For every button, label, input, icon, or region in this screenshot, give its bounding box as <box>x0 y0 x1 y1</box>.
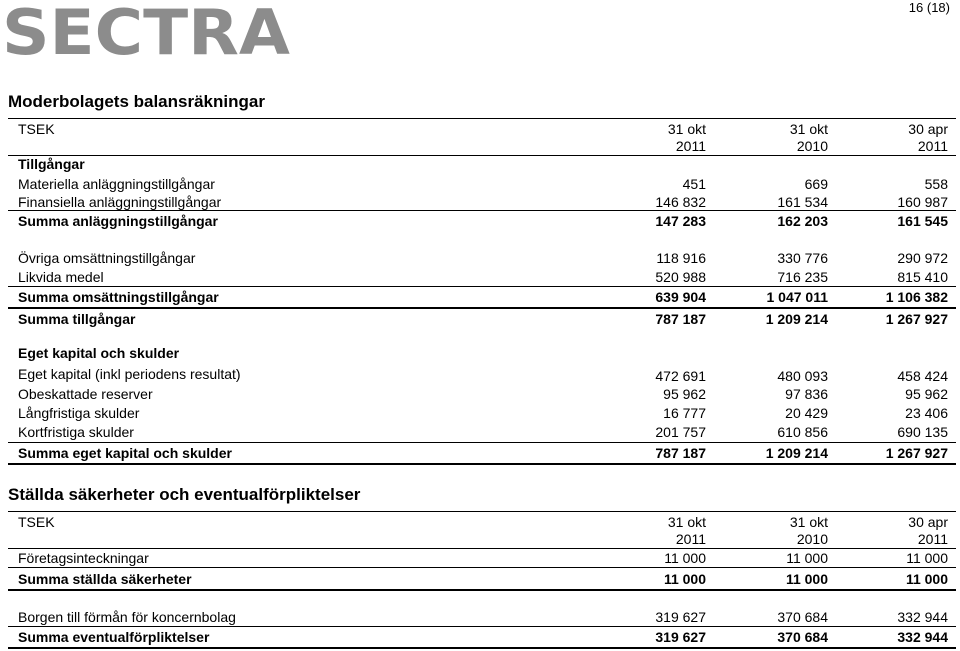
value-col3: 458 424 <box>897 368 948 384</box>
assets-heading <box>18 156 948 174</box>
row-label: Eget kapital (inkl periodens resultat) <box>18 366 241 382</box>
page-number: 16 (18) <box>908 0 950 15</box>
row-label: Summa ställda säkerheter <box>18 571 192 587</box>
value-col3: 1 267 927 <box>885 311 948 327</box>
row-label: Summa omsättningstillgångar <box>18 289 219 305</box>
value-col2: 330 776 <box>777 250 828 266</box>
value-col1: 11 000 <box>663 571 706 587</box>
table-row-total <box>18 311 948 329</box>
divider <box>8 511 956 512</box>
value-col2: 20 429 <box>785 405 828 421</box>
table-row <box>18 176 948 194</box>
value-col2: 11 000 <box>786 550 828 566</box>
value-col3: 290 972 <box>897 250 948 266</box>
value-col2: 97 836 <box>785 386 828 402</box>
col2-line2: 2010 <box>796 531 828 547</box>
col2-line1: 31 okt <box>789 514 828 530</box>
table-row <box>18 405 948 423</box>
value-col1: 787 187 <box>655 311 706 327</box>
row-label: Likvida medel <box>18 269 104 285</box>
value-col2: 1 209 214 <box>765 311 828 327</box>
divider <box>8 463 956 465</box>
table-row-total <box>18 213 948 231</box>
value-col1: 520 988 <box>655 269 706 285</box>
value-col2: 161 534 <box>777 194 828 210</box>
col3-line2: 2011 <box>917 531 948 547</box>
divider <box>8 286 956 287</box>
value-col1: 95 962 <box>663 386 706 402</box>
row-label: Summa eventualförpliktelser <box>18 629 210 645</box>
table-row <box>18 609 948 627</box>
value-col2: 480 093 <box>777 368 828 384</box>
col1-line2: 2011 <box>675 138 706 154</box>
equity-heading <box>18 345 948 363</box>
row-label: Summa eget kapital och skulder <box>18 445 232 461</box>
value-col1: 319 627 <box>655 609 706 625</box>
heading-label: Tillgångar <box>18 156 85 172</box>
divider <box>8 567 956 568</box>
value-col1: 146 832 <box>655 194 706 210</box>
value-col2: 370 684 <box>777 609 828 625</box>
value-col1: 639 904 <box>655 289 706 305</box>
value-col2: 162 203 <box>777 213 828 229</box>
col2-line2: 2010 <box>796 138 828 154</box>
row-label: Övriga omsättningstillgångar <box>18 250 196 266</box>
row-label: Finansiella anläggningstillgångar <box>18 194 222 210</box>
value-col3: 558 <box>924 176 948 192</box>
value-col1: 118 916 <box>656 250 706 266</box>
table-row <box>18 424 948 442</box>
value-col1: 472 691 <box>655 368 706 384</box>
value-col1: 147 283 <box>655 213 706 229</box>
balance-title: Moderbolagets balansräkningar <box>8 92 265 111</box>
value-col3: 11 000 <box>905 571 948 587</box>
divider <box>8 647 956 649</box>
value-col1: 787 187 <box>655 445 706 461</box>
value-col1: 11 000 <box>664 550 706 566</box>
value-col3: 332 944 <box>897 609 948 625</box>
col1-line1: 31 okt <box>667 514 706 530</box>
unit-label: TSEK <box>18 514 55 530</box>
value-col1: 451 <box>682 176 706 192</box>
row-label: Obeskattade reserver <box>18 386 153 402</box>
value-col3: 161 545 <box>897 213 948 229</box>
col1-line1: 31 okt <box>667 121 706 137</box>
table-row-total <box>18 289 948 307</box>
divider <box>8 210 956 211</box>
value-col2: 610 856 <box>777 424 828 440</box>
divider <box>8 118 956 119</box>
row-label: Långfristiga skulder <box>18 405 140 421</box>
divider <box>8 307 956 309</box>
value-col2: 11 000 <box>785 571 828 587</box>
table-row <box>18 250 948 268</box>
divider <box>8 626 956 627</box>
row-label: Materiella anläggningstillgångar <box>18 176 215 192</box>
table-row-total <box>18 445 948 463</box>
value-col3: 160 987 <box>897 194 948 210</box>
unit-label: TSEK <box>18 121 55 137</box>
value-col2: 1 209 214 <box>765 445 828 461</box>
logo-text: SECTRA <box>2 4 291 60</box>
balance-column-header <box>18 121 948 154</box>
row-label: Kortfristiga skulder <box>18 424 134 440</box>
col1-line2: 2011 <box>675 531 706 547</box>
value-col3: 95 962 <box>905 386 948 402</box>
heading-label: Eget kapital och skulder <box>18 345 180 361</box>
value-col3: 332 944 <box>897 629 948 645</box>
pledges-column-header <box>18 514 948 547</box>
row-label: Företagsinteckningar <box>18 550 149 566</box>
value-col3: 1 106 382 <box>885 289 948 305</box>
col3-line1: 30 apr <box>908 121 948 137</box>
sectra-logo <box>0 4 293 60</box>
row-label: Summa tillgångar <box>18 311 136 327</box>
table-row-total <box>18 629 948 647</box>
col3-line1: 30 apr <box>908 514 948 530</box>
value-col2: 1 047 011 <box>766 289 828 305</box>
table-row-total <box>18 571 948 589</box>
value-col3: 815 410 <box>897 269 948 285</box>
value-col3: 11 000 <box>906 550 948 566</box>
value-col2: 716 235 <box>777 269 828 285</box>
table-row <box>18 269 948 287</box>
row-label: Summa anläggningstillgångar <box>18 213 218 229</box>
value-col1: 201 757 <box>655 424 706 440</box>
row-label: Borgen till förmån för koncernbolag <box>18 609 236 625</box>
table-row <box>18 366 948 384</box>
value-col2: 370 684 <box>777 629 828 645</box>
value-col3: 690 135 <box>897 424 948 440</box>
col3-line2: 2011 <box>917 138 948 154</box>
divider <box>8 442 956 443</box>
table-row <box>18 386 948 404</box>
value-col3: 1 267 927 <box>885 445 948 461</box>
value-col2: 669 <box>804 176 828 192</box>
col2-line1: 31 okt <box>789 121 828 137</box>
pledges-title: Ställda säkerheter och eventualförpliktelser <box>8 485 361 504</box>
divider <box>8 589 956 591</box>
value-col1: 16 777 <box>663 405 706 421</box>
value-col3: 23 406 <box>905 405 948 421</box>
value-col1: 319 627 <box>655 629 706 645</box>
table-row <box>18 550 948 568</box>
divider <box>8 548 956 549</box>
